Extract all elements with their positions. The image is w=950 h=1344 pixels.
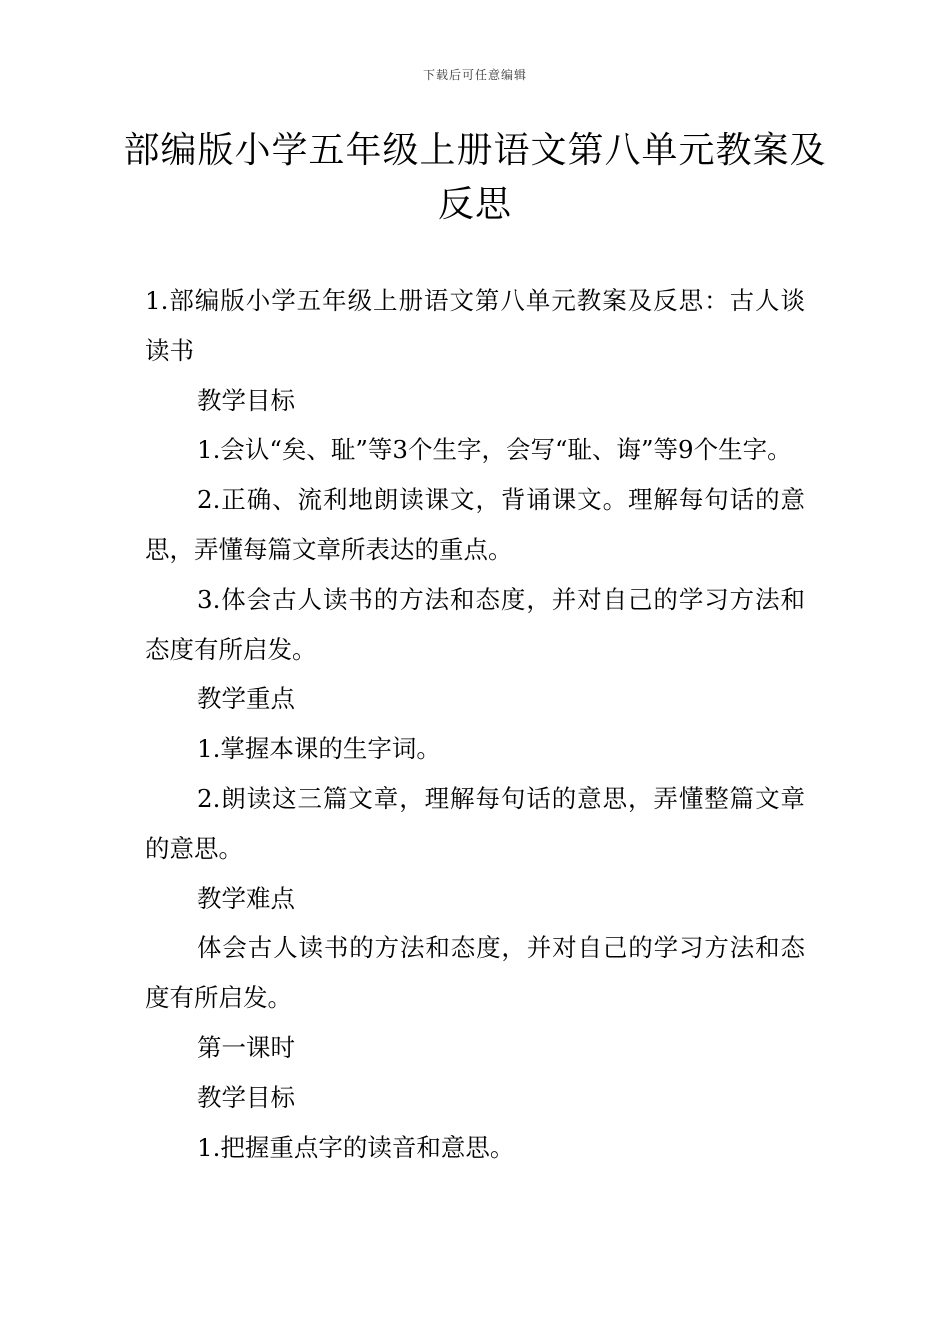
section-heading: 教学目标 <box>197 1082 295 1112</box>
section-heading: 教学重点 <box>197 684 295 714</box>
document-body <box>145 276 805 1172</box>
paragraph: 1.把握重点字的读音和意思。 <box>197 1132 515 1162</box>
paragraph: 1.掌握本课的生字词。 <box>197 734 441 764</box>
header-note: 下载后可任意编辑 <box>422 68 527 82</box>
paragraph: 1.会认“矣、耻”等3个生字，会写“耻、诲”等9个生字。 <box>197 435 792 465</box>
section-heading: 教学目标 <box>197 385 295 415</box>
section-heading: 教学难点 <box>197 883 295 913</box>
document-title: 部编版小学五年级上册语文第八单元教案及反思 <box>123 130 827 225</box>
paragraph: 2.正确、流利地朗读课文，背诵课文。理解每句话的意思，弄懂每篇文章所表达的重点。 <box>145 485 805 564</box>
paragraph: 1.部编版小学五年级上册语文第八单元教案及反思：古人谈读书 <box>145 286 805 365</box>
paragraph: 3.体会古人读书的方法和态度，并对自己的学习方法和态度有所启发。 <box>145 584 805 664</box>
section-heading: 第一课时 <box>197 1032 295 1062</box>
paragraph: 体会古人读书的方法和态度，并对自己的学习方法和态度有所启发。 <box>145 933 805 1013</box>
paragraph: 2.朗读这三篇文章，理解每句话的意思，弄懂整篇文章的意思。 <box>145 783 805 863</box>
